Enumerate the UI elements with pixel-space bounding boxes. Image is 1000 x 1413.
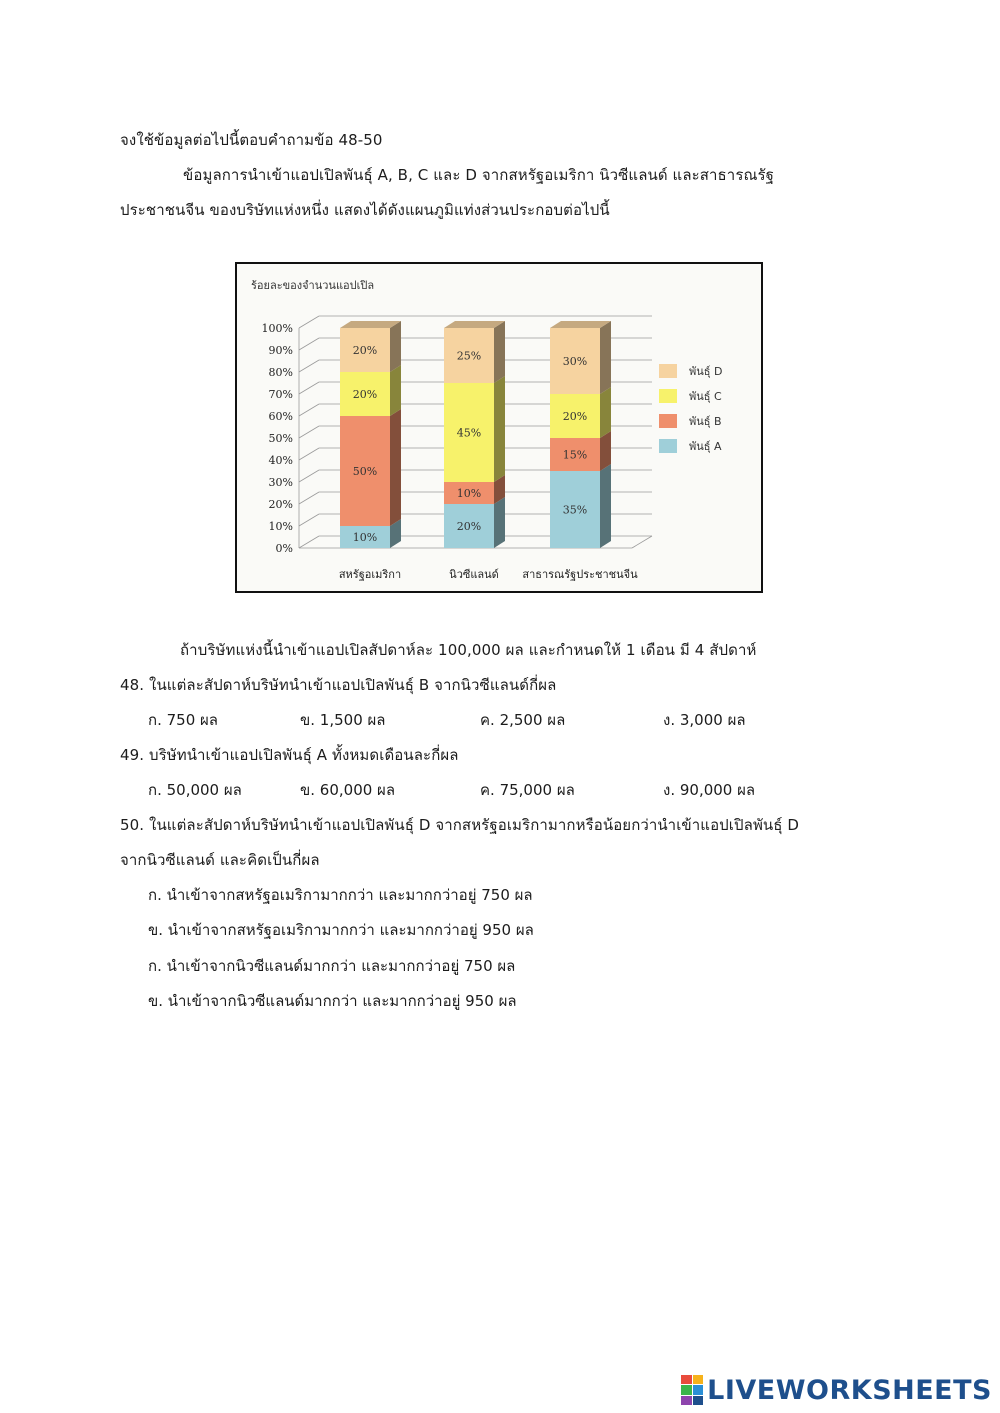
- grid-diagonal: [299, 404, 319, 416]
- x-category-label: สาธารณรัฐประชาชนจีน: [522, 568, 638, 581]
- bar-side: [494, 497, 505, 548]
- bar-side: [494, 321, 505, 383]
- data-label: 10%: [352, 531, 378, 544]
- grid-diagonal: [299, 536, 319, 548]
- grid-diagonal: [299, 514, 319, 526]
- x-category-label: นิวซีแลนด์: [449, 568, 499, 581]
- bar-side: [390, 321, 401, 372]
- bar-side: [494, 376, 505, 482]
- data-label: 20%: [562, 410, 588, 423]
- grid-diagonal: [299, 470, 319, 482]
- bar-side: [600, 387, 611, 438]
- data-label: 20%: [456, 520, 482, 533]
- grid-diagonal: [299, 338, 319, 350]
- logo-mark-icon: [681, 1375, 703, 1405]
- logo-block: [681, 1375, 692, 1384]
- y-tick-label: 0%: [275, 542, 293, 555]
- q48-choice-c[interactable]: ค. 2,500 ผล: [480, 711, 566, 729]
- q50-choice-2[interactable]: ข. นำเข้าจากสหรัฐอเมริกามากกว่า และมากกว่าอยู่ 950 ผล: [148, 921, 534, 939]
- question-49: 49. บริษัทนำเข้าแอปเปิลพันธุ์ A ทั้งหมดเดือนละกี่ผล: [120, 746, 459, 764]
- question-50-line-1: 50. ในแต่ละสัปดาห์บริษัทนำเข้าแอปเปิลพันธุ์ D จากสหรัฐอเมริกามากหรือน้อยกว่านำเข้าแอปเปิลพันธุ์ D: [120, 816, 800, 834]
- data-label: 25%: [456, 349, 482, 363]
- chart-title: ร้อยละของจำนวนแอปเปิล: [251, 279, 375, 292]
- y-tick-label: 100%: [261, 322, 293, 335]
- x-category-label: สหรัฐอเมริกา: [338, 568, 402, 581]
- q48-choice-b[interactable]: ข. 1,500 ผล: [300, 711, 386, 729]
- bar-side: [600, 321, 611, 394]
- q49-choice-c[interactable]: ค. 75,000 ผล: [480, 781, 575, 799]
- grid-diagonal: [299, 448, 319, 460]
- legend-swatch: [659, 439, 677, 453]
- grid-diagonal: [299, 316, 319, 328]
- logo-text: LIVEWORKSHEETS: [707, 1374, 992, 1406]
- q49-choice-d[interactable]: ง. 90,000 ผล: [663, 781, 756, 799]
- data-label: 10%: [456, 487, 482, 500]
- y-tick-label: 60%: [268, 410, 293, 423]
- grid-diagonal: [299, 382, 319, 394]
- data-label: 20%: [352, 388, 378, 401]
- data-label: 15%: [562, 448, 588, 462]
- legend-swatch: [659, 389, 677, 403]
- q48-choice-d[interactable]: ง. 3,000 ผล: [663, 711, 746, 729]
- y-tick-label: 30%: [268, 476, 293, 489]
- q49-choice-b[interactable]: ข. 60,000 ผล: [300, 781, 396, 799]
- q50-choice-1[interactable]: ก. นำเข้าจากสหรัฐอเมริกามากกว่า และมากกว่าอยู่ 750 ผล: [148, 886, 533, 904]
- legend-label: พันธุ์ A: [689, 440, 722, 453]
- logo-block: [681, 1385, 692, 1394]
- legend-label: พันธุ์ B: [689, 415, 722, 428]
- logo-block: [681, 1396, 692, 1405]
- grid-diagonal: [299, 426, 319, 438]
- data-description-line-1: ข้อมูลการนำเข้าแอปเปิลพันธุ์ A, B, C และ D จากสหรัฐอเมริกา นิวซีแลนด์ และสาธารณรัฐ: [183, 166, 775, 184]
- stacked-bar-chart: [235, 262, 763, 593]
- bar-side: [600, 431, 611, 471]
- bar-side: [390, 409, 401, 526]
- y-tick-label: 40%: [268, 454, 293, 467]
- chart-canvas: [237, 264, 761, 591]
- y-tick-label: 70%: [268, 388, 293, 401]
- data-label: 50%: [352, 465, 378, 478]
- q50-choice-3[interactable]: ก. นำเข้าจากนิวซีแลนด์มากกว่า และมากกว่าอยู่ 750 ผล: [148, 957, 516, 975]
- y-tick-label: 10%: [268, 520, 293, 533]
- y-tick-label: 90%: [268, 344, 293, 357]
- legend-swatch: [659, 364, 677, 378]
- bar-side: [600, 464, 611, 548]
- question-premise: ถ้าบริษัทแห่งนี้นำเข้าแอปเปิลสัปดาห์ละ 100,000 ผล และกำหนดให้ 1 เดือน มี 4 สัปดาห์: [180, 641, 757, 659]
- data-label: 45%: [456, 426, 482, 440]
- bar-side: [390, 365, 401, 416]
- liveworksheets-logo[interactable]: [681, 1373, 992, 1407]
- floor-side-edge: [632, 536, 652, 548]
- y-tick-label: 20%: [268, 498, 293, 511]
- data-label: 30%: [562, 355, 588, 368]
- legend-label: พันธุ์ C: [689, 390, 722, 403]
- y-tick-label: 80%: [268, 366, 293, 379]
- data-label: 20%: [352, 344, 378, 357]
- data-description-line-2: ประชาชนจีน ของบริษัทแห่งหนึ่ง แสดงได้ดังแผนภูมิแท่งส่วนประกอบต่อไปนี้: [120, 201, 610, 219]
- question-50-line-2: จากนิวซีแลนด์ และคิดเป็นกี่ผล: [120, 851, 320, 869]
- logo-block: [693, 1385, 704, 1394]
- legend-swatch: [659, 414, 677, 428]
- grid-diagonal: [299, 492, 319, 504]
- data-label: 35%: [562, 503, 588, 517]
- instruction-line: จงใช้ข้อมูลต่อไปนี้ตอบคำถามข้อ 48-50: [120, 131, 383, 149]
- legend-label: พันธุ์ D: [689, 365, 723, 378]
- grid-diagonal: [299, 360, 319, 372]
- question-48: 48. ในแต่ละสัปดาห์บริษัทนำเข้าแอปเปิลพันธุ์ B จากนิวซีแลนด์กี่ผล: [120, 676, 557, 694]
- q50-choice-4[interactable]: ข. นำเข้าจากนิวซีแลนด์มากกว่า และมากกว่าอยู่ 950 ผล: [148, 992, 517, 1010]
- q49-choice-a[interactable]: ก. 50,000 ผล: [148, 781, 242, 799]
- logo-block: [693, 1375, 704, 1384]
- logo-block: [693, 1396, 704, 1405]
- y-tick-label: 50%: [268, 432, 293, 445]
- q48-choice-a[interactable]: ก. 750 ผล: [148, 711, 218, 729]
